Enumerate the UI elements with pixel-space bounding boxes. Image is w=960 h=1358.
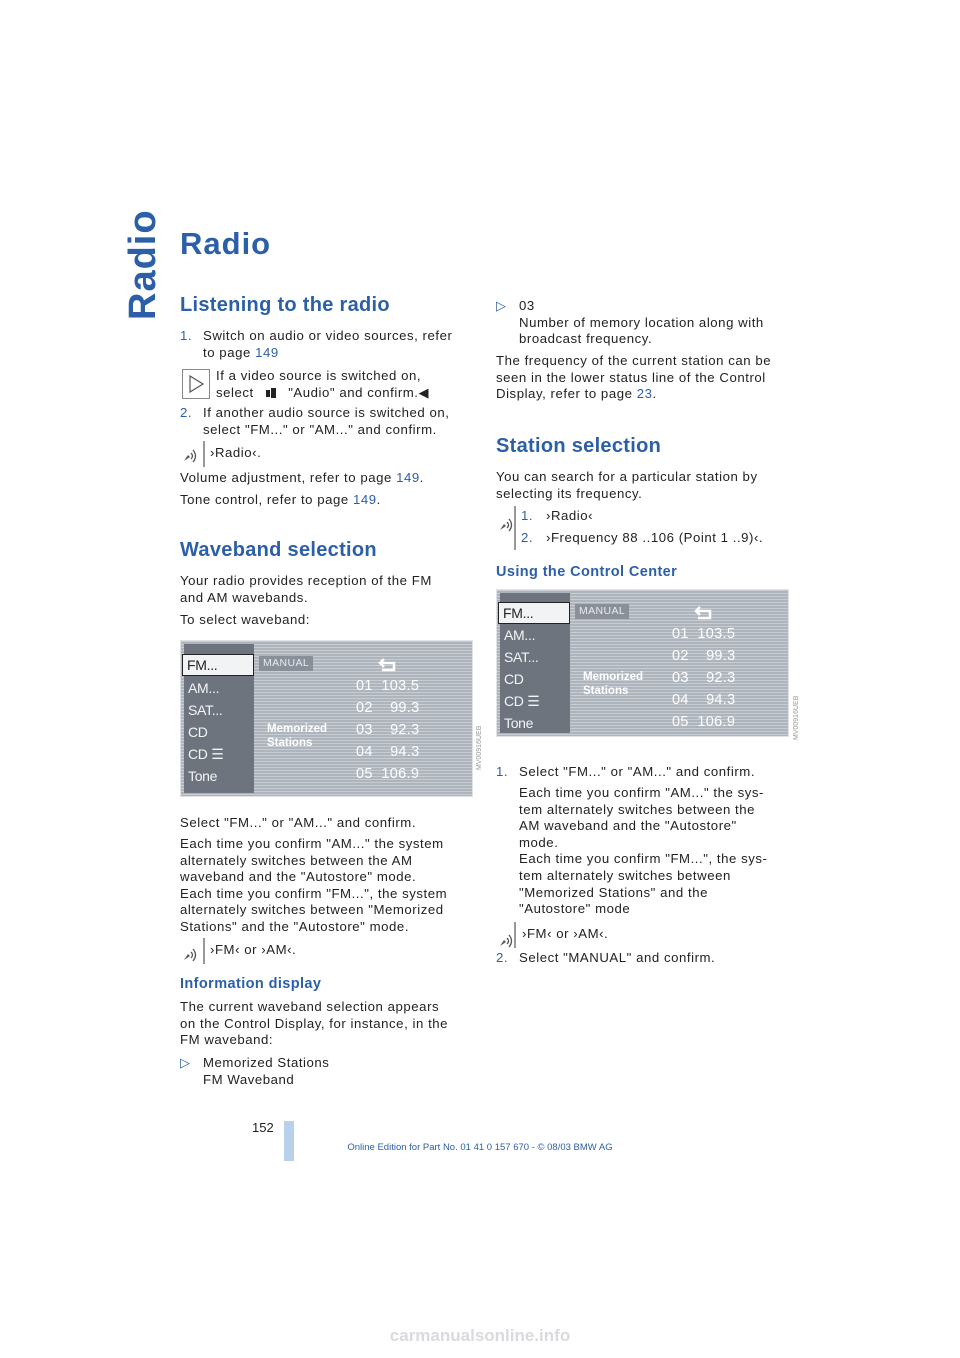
- link-page-149-tone[interactable]: 149: [353, 492, 377, 507]
- station-04: 04 94.3: [672, 692, 736, 708]
- menu-item-am: AM...: [504, 627, 536, 643]
- info-p1: The current waveband selection appears on the Control Display, for instance, in the FM waveband:: [180, 999, 449, 1048]
- image-code-1: MV00916UEB: [476, 725, 483, 770]
- station-p1: You can search for a particular station by selecting its frequency.: [496, 469, 758, 501]
- menu-item-cd: CD: [504, 671, 524, 687]
- watermark: carmanualsonline.info: [389, 1326, 571, 1345]
- menu-item-cd: CD: [188, 724, 208, 740]
- listening-step2: 2.: [180, 405, 193, 420]
- heading-waveband: Waveband selection: [180, 539, 377, 561]
- station-03: 03 92.3: [356, 722, 420, 738]
- link-page-149[interactable]: 149: [255, 344, 279, 360]
- list-icon: ☰: [211, 746, 224, 762]
- station-04: 04 94.3: [356, 744, 420, 760]
- cc-step1-num: 1.: [496, 764, 509, 779]
- footer-edition-text: Online Edition for Part No. 01 41 0 157 670 - © 08/03 BMW AG: [347, 1142, 613, 1153]
- station-05: 05 106.9: [672, 714, 736, 730]
- voice-step-1-num: 1.: [521, 508, 534, 523]
- link-page-23[interactable]: 23: [636, 386, 653, 402]
- station-03: 03 92.3: [672, 670, 736, 686]
- menu-item-fm-selected: FM...: [182, 654, 254, 676]
- menu-item-cd-changer: CD ☰: [504, 693, 540, 709]
- voice-fm-am: ›FM‹ or ›AM‹.: [210, 942, 297, 957]
- footer-bar: [284, 1121, 294, 1161]
- voice-step-2: ›Frequency 88 ..106 (Point 1 ..9)‹.: [546, 530, 764, 545]
- cc-step2: Select "MANUAL" and confirm.: [519, 950, 716, 965]
- image-code-2: MV00916UEB: [793, 695, 800, 740]
- menu-item-cd-changer: CD ☰: [188, 746, 224, 762]
- waveband-p3: Select "FM..." or "AM..." and confirm.: [180, 815, 417, 830]
- voice-step-2-num: 2.: [521, 530, 534, 545]
- station-02: 02 99.3: [356, 700, 420, 716]
- cc-voice-fm-am: ›FM‹ or ›AM‹.: [522, 926, 609, 941]
- memorized-stations-label: Memorized Stations: [267, 723, 328, 749]
- volume-text: Volume adjustment, refer to page 149.: [180, 470, 424, 485]
- page-title: Radio: [180, 226, 272, 261]
- listening-step1-text: Switch on audio or video sources, refer to page 149: [203, 328, 453, 360]
- menu-item-am: AM...: [188, 680, 220, 696]
- side-tab-label: Radio: [122, 209, 164, 320]
- back-arrow-icon: [693, 604, 715, 622]
- info-bullet-2: 03 Number of memory location along with broadcast frequency.: [519, 298, 764, 347]
- cc-step1-detail: Each time you confirm "AM..." the sys- tem alternately switches between the AM waveband and the "Autostore" mode. Each time you confirm "FM...", the sys- tem alternately switches between "Memorized Stations" and the "Autostore" mode: [519, 785, 768, 917]
- memorized-stations-label: Memorized Stations: [583, 671, 644, 697]
- voice-divider: [514, 922, 516, 948]
- menu-item-sat: SAT...: [504, 649, 539, 665]
- voice-divider: [514, 506, 516, 550]
- voice-divider: [203, 938, 205, 964]
- info-bullet-1-marker: ▷: [180, 1055, 191, 1070]
- heading-listening: Listening to the radio: [180, 294, 390, 316]
- back-arrow-icon: [377, 656, 399, 674]
- voice-command-icon: [180, 443, 202, 465]
- voice-command-icon: [180, 942, 202, 964]
- voice-radio: ›Radio‹.: [210, 445, 262, 460]
- note-triangle-icon: [182, 369, 210, 399]
- page-number: 152: [252, 1120, 274, 1135]
- info-bullet-1: Memorized Stations FM Waveband: [203, 1055, 330, 1087]
- voice-step-1: ›Radio‹: [546, 508, 594, 523]
- listening-step2-text: If another audio source is switched on, select "FM..." or "AM..." and confirm.: [203, 405, 450, 437]
- station-01: 01 103.5: [672, 626, 736, 642]
- heading-control-center: Using the Control Center: [496, 564, 678, 580]
- waveband-p2: To select waveband:: [180, 612, 310, 627]
- control-display-screenshot-2: [496, 589, 789, 737]
- voice-divider: [203, 441, 205, 467]
- menu-item-fm-selected: FM...: [498, 602, 570, 624]
- control-display-screenshot-1: [180, 640, 473, 797]
- list-icon: ☰: [527, 693, 540, 709]
- side-tab: [118, 209, 164, 328]
- tone-text: Tone control, refer to page 149.: [180, 492, 381, 507]
- menu-item-sat: SAT...: [188, 702, 223, 718]
- menu-item-tone: Tone: [504, 715, 534, 731]
- waveband-p1: Your radio provides reception of the FM and AM wavebands.: [180, 573, 432, 605]
- waveband-p4: Each time you confirm "AM..." the system alternately switches between the AM waveband and the "Autostore" mode. Each time you confirm "FM...", the system alternately switches between "Memorized Stations" and the "Autostore" mode.: [180, 836, 448, 934]
- cc-step2-num: 2.: [496, 950, 509, 965]
- station-02: 02 99.3: [672, 648, 736, 664]
- manual-label: MANUAL: [575, 604, 629, 619]
- end-marker-icon: ◀: [418, 384, 430, 400]
- link-page-149-volume[interactable]: 149: [396, 470, 420, 485]
- listening-step1: 1.: [180, 328, 193, 343]
- info-p2: The frequency of the current station can be seen in the lower status line of the Control Display, refer to page 23.: [496, 353, 772, 402]
- station-01: 01 103.5: [356, 678, 420, 694]
- menu-item-tone: Tone: [188, 768, 218, 784]
- info-bullet-2-marker: ▷: [496, 298, 507, 313]
- cc-step1: Select "FM..." or "AM..." and confirm.: [519, 764, 756, 779]
- listening-note: If a video source is switched on, select "Audio" and confirm.◀: [216, 368, 430, 400]
- heading-info-display: Information display: [180, 976, 322, 992]
- station-05: 05 106.9: [356, 766, 420, 782]
- heading-station-selection: Station selection: [496, 435, 662, 457]
- manual-label: MANUAL: [259, 656, 313, 671]
- audio-speaker-icon: [258, 387, 284, 399]
